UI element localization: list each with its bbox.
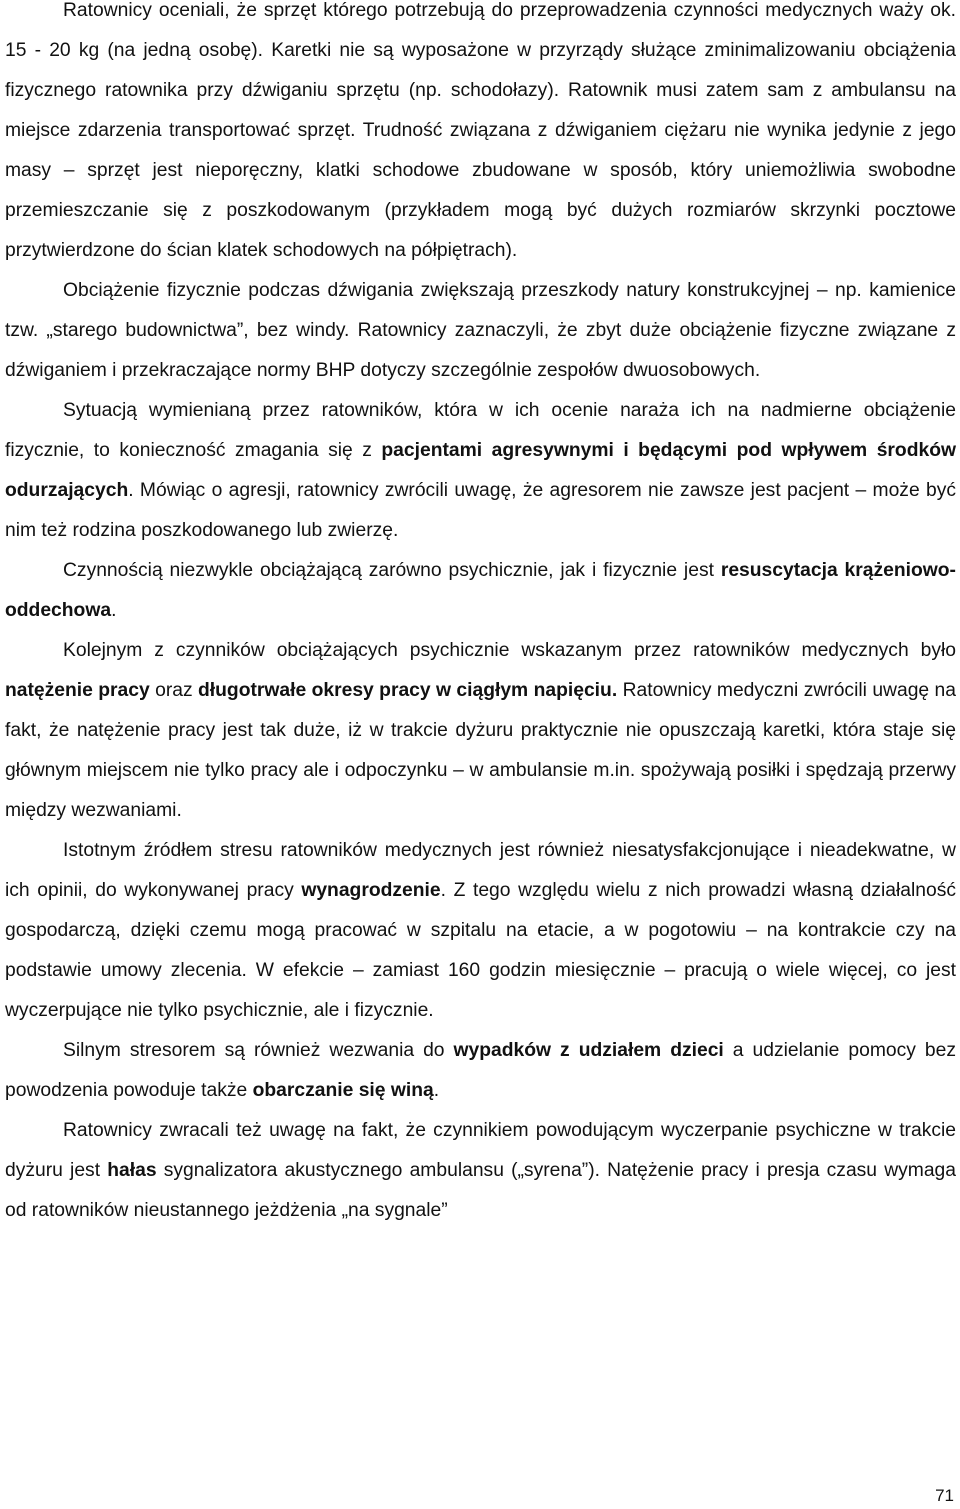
bold-text-run: wypadków z udziałem dzieci [453,1040,724,1061]
text-run: sygnalizatora akustycznego ambulansu („syrena”). Natężenie pracy i presja czasu wymaga od ratowników nieustannego jeżdżenia „na sygnale” [5,1160,956,1221]
bold-text-run: hałas [107,1160,157,1181]
paragraph [5,831,956,1031]
text-run: Ratownicy medyczni zwrócili uwagę na fakt, że natężenie pracy jest tak duże, iż w trakcie dyżuru praktycznie nie opuszczają karetki, która staje się głównym miejscem nie tylko pracy ale i odpoczynku ‒ w ambulansie m.in. spożywają posiłki i spędzają przerwy między wezwaniami. [5,680,956,821]
paragraph [5,271,956,391]
paragraph [5,1111,956,1231]
paragraph [5,1031,956,1111]
text-run: Kolejnym z czynników obciążających psychicznie wskazanym przez ratowników medycznych było [63,640,956,661]
text-run: Sytuacją wymienianą przez ratowników, która w ich ocenie naraża ich na nadmierne obciążenie fizycznie, to konieczność zmagania się z [5,400,956,461]
text-run: Czynnością niezwykle obciążającą zarówno psychicznie, jak i fizycznie jest [63,560,721,581]
paragraph [5,631,956,831]
bold-text-run: obarczanie się winą [252,1080,434,1101]
text-run: . [111,600,117,621]
paragraph [5,0,956,271]
document-page [5,0,956,1231]
bold-text-run: wynagrodzenie [301,880,441,901]
text-run: a udzielanie pomocy bez powodzenia powoduje także [5,1040,956,1101]
bold-text-run: pacjentami agresywnymi i będącymi pod wpływem środków odurzających [5,440,956,501]
bold-text-run: resuscytacja krążeniowo-oddechowa [5,560,956,621]
text-run: Silnym stresorem są również wezwania do [63,1040,454,1061]
page-number: 71 [935,1486,954,1505]
bold-text-run: długotrwałe okresy pracy w ciągłym napięciu. [198,680,618,701]
text-run: . Z tego względu wielu z nich prowadzi własną działalność gospodarczą, dzięki czemu mogą pracować w szpitalu na etacie, a w pogotowiu ‒ na kontrakcie czy na podstawie umowy zlecenia. W efekcie ‒ zamiast 160 godzin miesięcznie ‒ pracują o wiele więcej, co jest wyczerpujące nie tylko psychicznie, ale i fizycznie. [5,880,956,1021]
paragraph [5,551,956,631]
text-run: . Mówiąc o agresji, ratownicy zwrócili uwagę, że agresorem nie zawsze jest pacjent ‒ może być nim też rodzina poszkodowanego lub zwierzę. [5,480,956,541]
text-run: Obciążenie fizycznie podczas dźwigania zwiększają przeszkody natury konstrukcyjnej ‒ np. kamienice tzw. „starego budownictwa”, bez windy. Ratownicy zaznaczyli, że zbyt duże obciążenie fizyczne związane z dźwiganiem i przekraczające normy BHP dotyczy szczególnie zespołów dwuosobowych. [5,280,956,381]
document-body [5,0,956,1231]
bold-text-run: natężenie pracy [5,680,150,701]
text-run: Istotnym źródłem stresu ratowników medycznych jest również niesatysfakcjonujące i nieadekwatne, w ich opinii, do wykonywanej pracy [5,840,956,901]
text-run: . [433,1080,440,1101]
text-run: Ratownicy oceniali, że sprzęt którego potrzebują do przeprowadzenia czynności medycznych waży ok. 15 - 20 kg (na jedną osobę). Karetki nie są wyposażone w przyrządy służące zminimalizowaniu obciążenia fizycznego ratownika przy dźwiganiu sprzętu (np. schodołazy). Ratownik musi zatem sam z ambulansu na miejsce zdarzenia transportować sprzęt. Trudność związana z dźwiganiem ciężaru nie wynika jedynie z jego masy ‒ sprzęt jest nieporęczny, klatki schodowe zbudowane w sposób, który uniemożliwia swobodne przemieszczanie się z poszkodowanym (przykładem mogą być dużych rozmiarów skrzynki pocztowe przytwierdzone do ścian klatek schodowych na półpiętrach). [5,0,956,261]
text-run: Ratownicy zwracali też uwagę na fakt, że czynnikiem powodującym wyczerpanie psychiczne w trakcie dyżuru jest [5,1120,956,1181]
paragraph [5,391,956,551]
text-run: oraz [149,680,199,701]
